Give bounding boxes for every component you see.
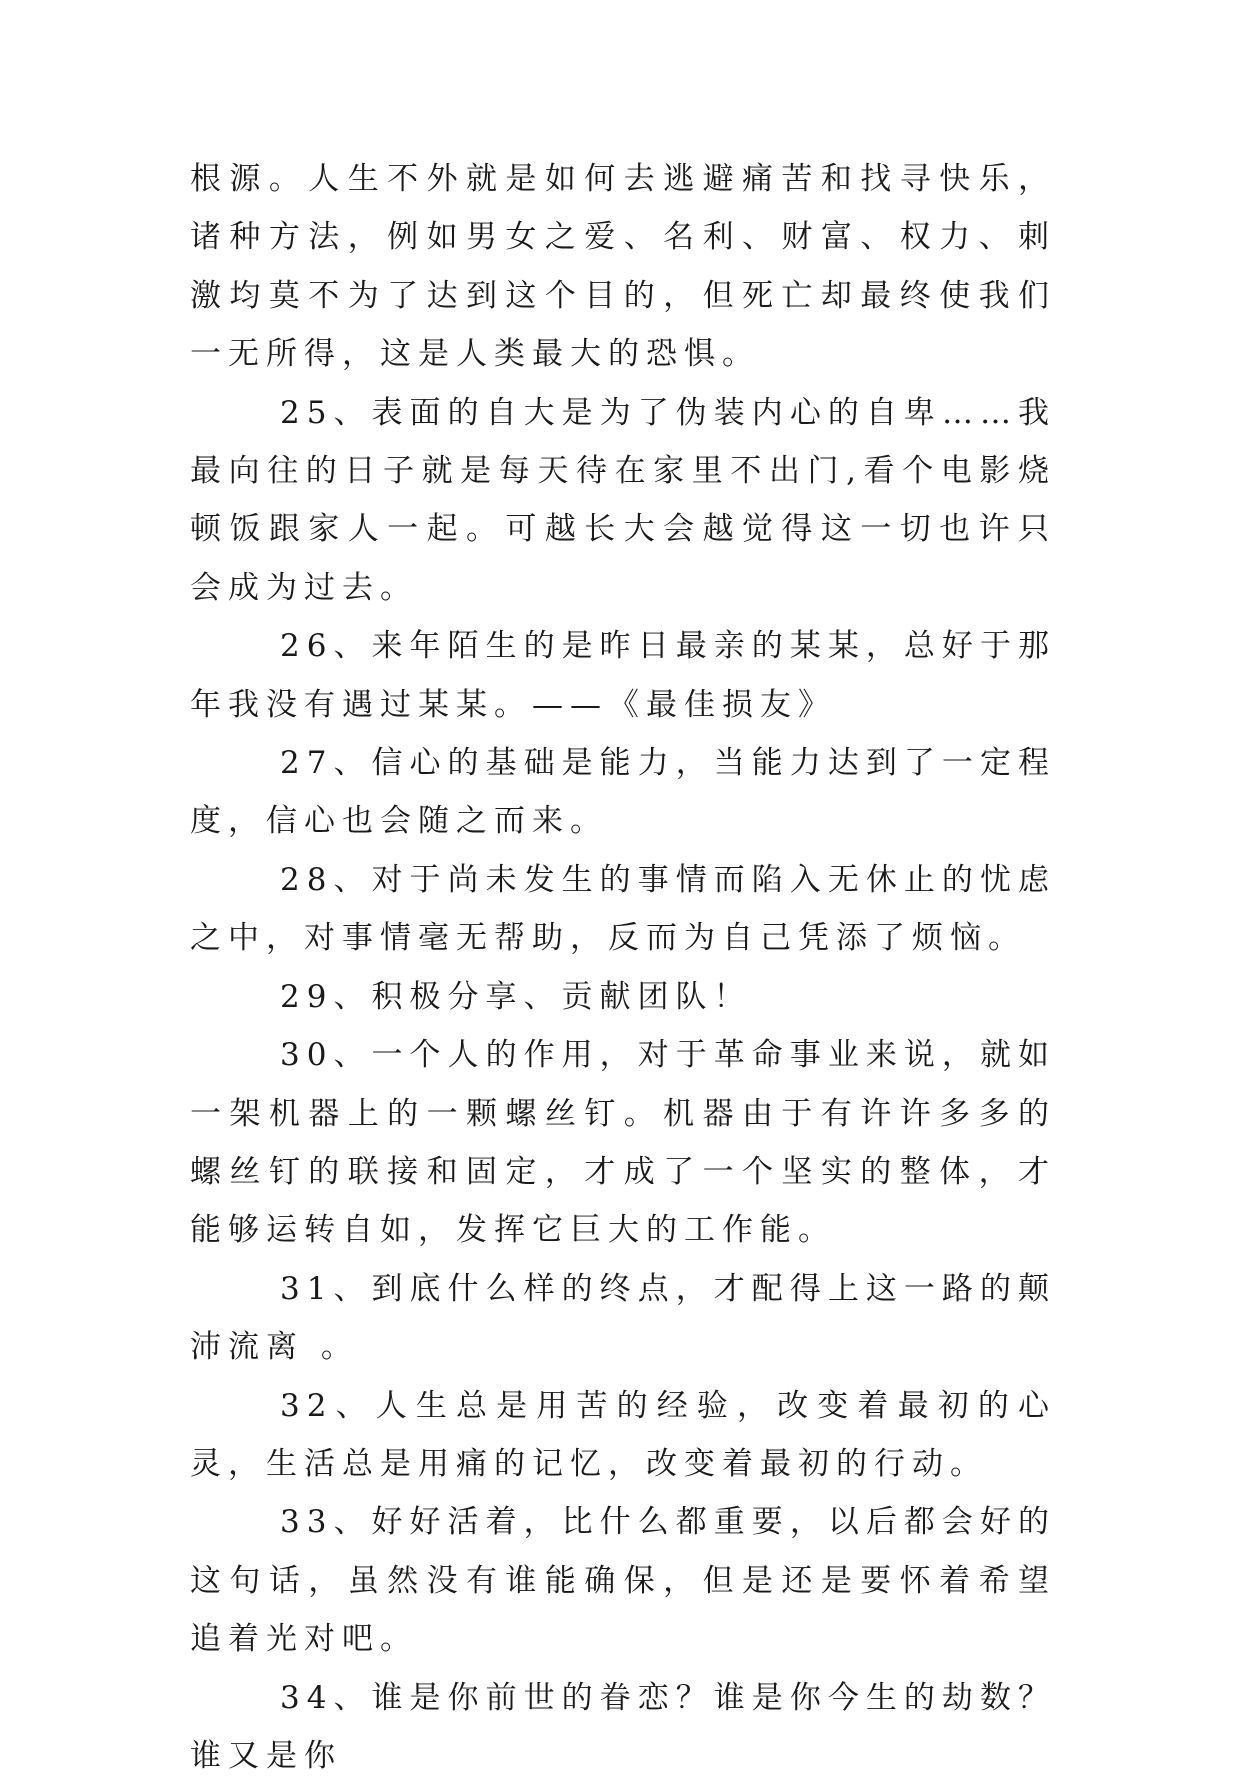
paragraph-quote-26: 26、来年陌生的是昨日最亲的某某，总好于那年我没有遇过某某。——《最佳损友》 bbox=[190, 628, 1056, 723]
paragraph-quote-27: 27、信心的基础是能力，当能力达到了一定程度，信心也会随之而来。 bbox=[190, 745, 1056, 840]
paragraph-continuation: 根源。人生不外就是如何去逃避痛苦和找寻快乐，诸种方法，例如男女之爱、名利、财富、权力、刺激均莫不为了达到这个目的，但死亡却最终使我们一无所得，这是人类最大的恐惧。 bbox=[190, 161, 1056, 373]
paragraph-quote-31: 31、到底什么样的终点，才配得上这一路的颠沛流离 。 bbox=[190, 1270, 1056, 1366]
document-body bbox=[190, 150, 1056, 1785]
paragraph-quote-33: 33、好好活着，比什么都重要，以后都会好的这句话，虽然没有谁能确保，但是还是要怀着希望追着光对吧。 bbox=[190, 1504, 1056, 1658]
paragraph-quote-32: 32、人生总是用苦的经验，改变着最初的心灵，生活总是用痛的记忆，改变着最初的行动。 bbox=[190, 1387, 1056, 1482]
paragraph-quote-34: 34、谁是你前世的眷恋？谁是你今生的劫数？谁又是你 bbox=[190, 1679, 1056, 1774]
paragraph-quote-30: 30、一个人的作用，对于革命事业来说，就如一架机器上的一颗螺丝钉。机器由于有许许多多的螺丝钉的联接和固定，才成了一个坚实的整体，才能够运转自如，发挥它巨大的工作能。 bbox=[190, 1037, 1056, 1249]
paragraph-quote-25: 25、表面的自大是为了伪装内心的自卑……我最向往的日子就是每天待在家里不出门,看个电影烧顿饭跟家人一起。可越长大会越觉得这一切也许只会成为过去。 bbox=[190, 394, 1056, 606]
paragraph-quote-28: 28、对于尚未发生的事情而陷入无休止的忧虑之中，对事情毫无帮助，反而为自己凭添了烦恼。 bbox=[190, 861, 1056, 957]
paragraph-quote-29: 29、积极分享、贡献团队！ bbox=[280, 978, 752, 1015]
